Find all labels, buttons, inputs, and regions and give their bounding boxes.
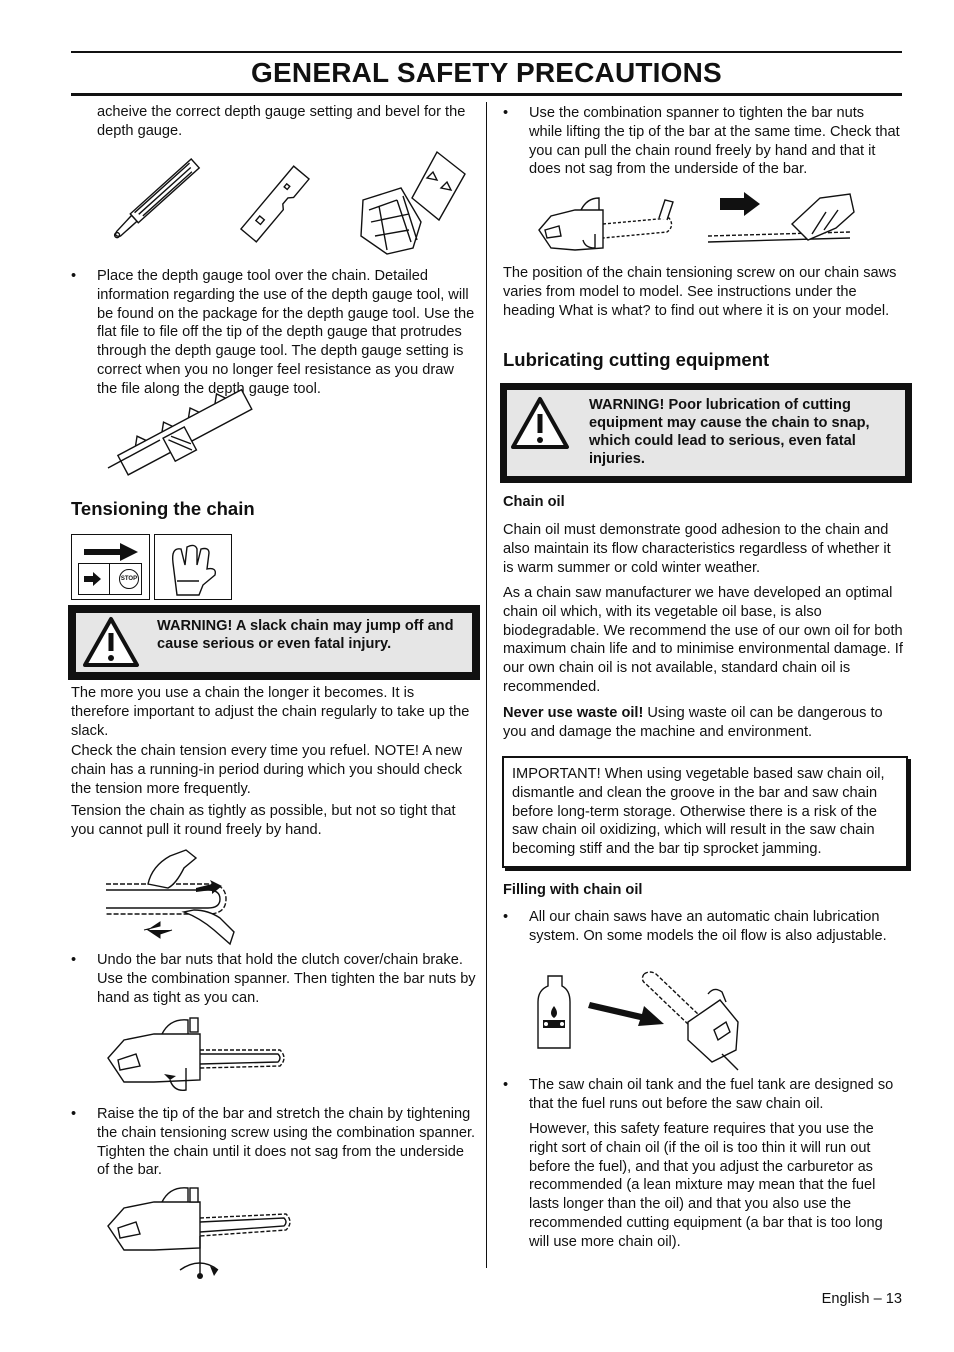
heading-tensioning-chain: Tensioning the chain (71, 498, 255, 519)
para-check: Check the chain tension every time you refuel. NOTE! A new chain has a running-in period during which you should check the tension more frequently. (71, 743, 463, 797)
waste-oil-bold: Never use waste oil! (503, 705, 644, 721)
warning-box-lubrication (500, 383, 912, 483)
page-title: GENERAL SAFETY PRECAUTIONS (251, 57, 722, 88)
hand-pull-chain-icon (700, 188, 858, 260)
file-holder-icon (357, 150, 465, 260)
chain-brake-pictogram (71, 534, 150, 600)
bullet-tank: • The saw chain oil tank and the fuel tank are designed so that the fuel runs out before the saw chain oil. (503, 1077, 894, 1112)
glove-pictogram (154, 534, 232, 600)
chainsaw-icon (104, 1014, 290, 1098)
bullet-depth-gauge: • Place the depth gauge tool over the chain. Detailed information regarding the use of the depth gauge tool, will be found on the package for the depth gauge tool. Use the flat file to file off the tip of the depth gauge that protrudes through the depth gauge tool. The depth gauge setting is correct when you no longer feel resistance as you draw the file along the depth gauge tool. (71, 268, 475, 397)
depth-gauge-on-chain-icon (104, 384, 254, 480)
warning-lubrication-text: WARNING! Poor lubrication of cutting equipment may cause the chain to snap, which could lead to serious, even fatal injuries. (589, 397, 870, 467)
para-adhesion: Chain oil must demonstrate good adhesion to the chain and also maintain its flow characteristics regardless of whether it is warm summer or cold winter weather. (503, 522, 891, 576)
spanner-icon (190, 1018, 198, 1032)
header-rule-top (71, 51, 902, 53)
para-however: However, this safety feature requires that you use the right sort of chain oil (if the oil is too thin it will run out before the fuel), and that you adjust the carburetor as recommended (a lean mixture may mean that the fuel lasts longer than the oil) and that you also use the recommended cutting equipment (a bar that is too long will use more chain oil). (529, 1121, 883, 1250)
warning-slack-text: WARNING! A slack chain may jump off and cause serious or even fatal injury. (157, 618, 454, 652)
para-manufacturer: As a chain saw manufacturer we have developed an optimal chain oil which, with its vegetable oil base, is also biodegradable. We recommend the use of our own oil for both maximum chain life and to minimise environmental damage. If our own chain oil is not available, standard chain oil is recommended. (503, 585, 903, 695)
heading-lubricating: Lubricating cutting equipment (503, 349, 770, 370)
waste-oil-rest: Using waste oil can be dangerous to you and damage the machine and environment. (503, 705, 883, 740)
important-text: IMPORTANT! When using vegetable based saw chain oil, dismantle and clean the groove in the bar and saw chain before long-term storage. Otherwise there is a risk of the saw chain oil oxidizing, which will result in the saw chain becoming stiff and the bar tip sprocket jamming. (512, 766, 885, 858)
stop-icon: STOP (119, 569, 139, 589)
flat-file-icon (100, 158, 210, 244)
bullet-undo-nuts: • Undo the bar nuts that hold the clutch cover/chain brake. Use the combination spanner. Then tighten the bar nuts by hand as tight as you can. (71, 952, 476, 1006)
heading-filling-chain-oil: Filling with chain oil (503, 882, 643, 898)
bullet-raise-tip: • Raise the tip of the bar and stretch the chain by tightening the chain tensioning screw using the combination spanner. Tighten the chain until it does not sag from the underside of the bar. (71, 1106, 476, 1179)
bullet-automatic: • All our chain saws have an automatic chain lubrication system. On some models the oil flow is also adjustable. (503, 909, 887, 944)
oil-bottle-icon (534, 974, 578, 1052)
chainsaw-lift-icon (535, 190, 675, 256)
para-waste-oil (503, 704, 903, 742)
header-rule-bottom (71, 93, 902, 96)
warning-triangle-icon (82, 615, 140, 669)
para-longer: The more you use a chain the longer it becomes. It is therefore important to adjust the chain regularly to take up the slack. (71, 685, 470, 739)
para-position: The position of the chain tensioning screw on our chain saws varies from model to model. See instructions under the heading What is what? to find out where it is on your model. (503, 265, 897, 319)
depth-gauge-tool-icon (232, 164, 318, 244)
page-number: English – 13 (821, 1291, 902, 1307)
chainsaw-tension-icon (104, 1186, 298, 1282)
important-box (502, 756, 908, 868)
intro-text: acheive the correct depth gauge setting and bevel for the depth gauge. (97, 104, 466, 139)
bullet-spanner: • Use the combination spanner to tighten the bar nuts while lifting the tip of the bar at the same time. Check that you can pull the chain round freely by hand and that it does not sag from the underside of the bar. (503, 105, 900, 178)
heading-chain-oil: Chain oil (503, 494, 565, 510)
column-separator (486, 102, 487, 1268)
glove-icon (165, 541, 221, 595)
chainsaw-fill-icon (640, 970, 748, 1076)
warning-triangle-icon (510, 395, 570, 451)
hand-on-chain-icon (104, 848, 246, 946)
chain-brake-icon (78, 563, 142, 595)
para-tension: Tension the chain as tightly as possible, but not so tight that you cannot pull it round freely by hand. (71, 803, 456, 838)
warning-box-slack (68, 605, 480, 680)
